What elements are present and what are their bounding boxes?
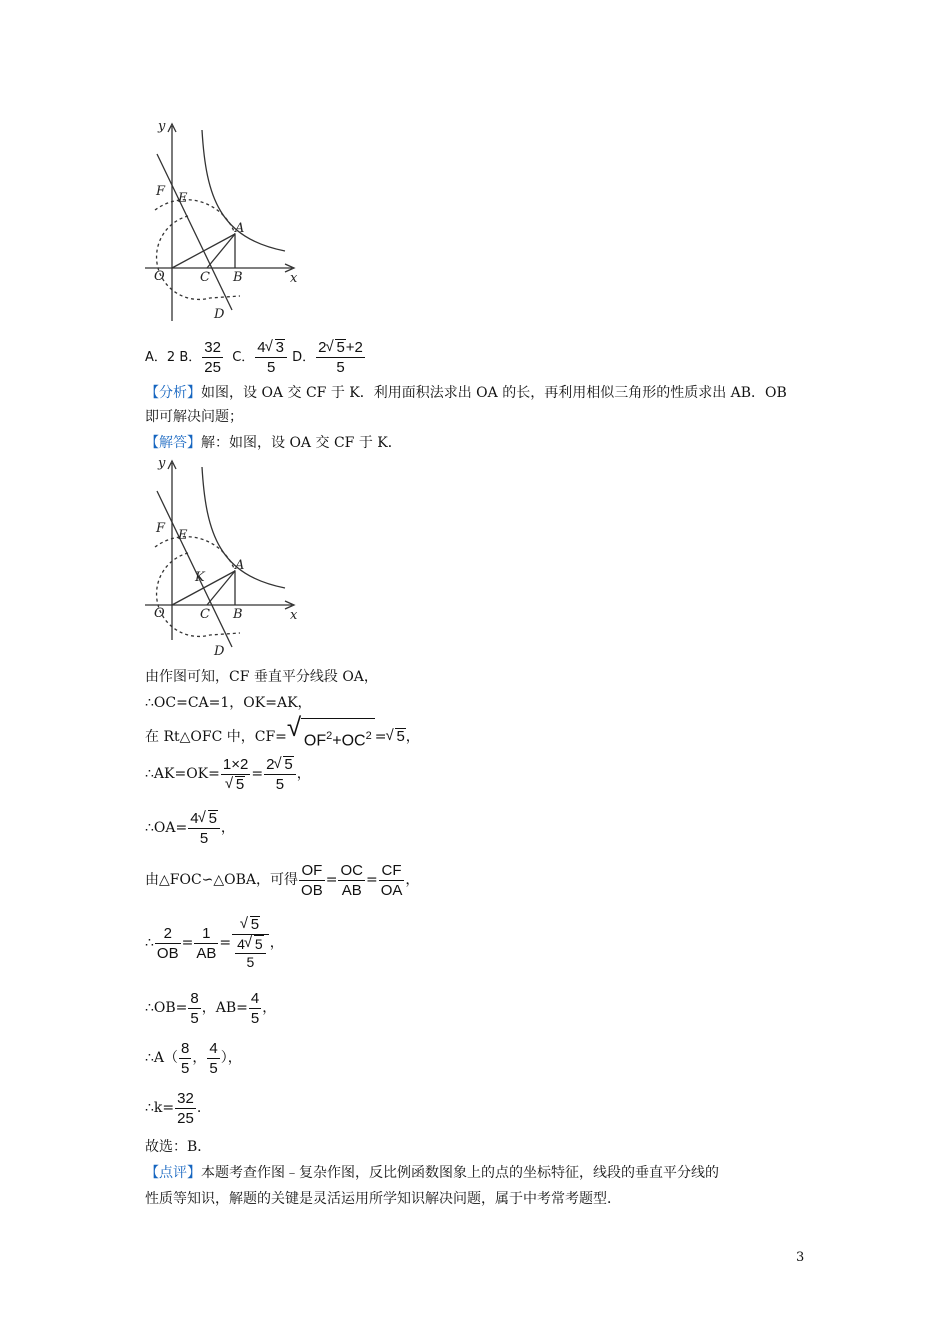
label-f: F [156, 521, 166, 536]
analysis-text-2: 即可解决问题； [145, 409, 243, 425]
option-d-tail: +2 [345, 339, 363, 356]
l3-plus-oc: +OC [332, 732, 366, 750]
label-e: E [178, 528, 188, 543]
solution-line-3 [145, 718, 420, 756]
graph-figure-1 [140, 118, 305, 328]
l10-fraction [175, 1089, 196, 1128]
l6-d2: AB [341, 881, 362, 899]
analysis-tag: 【分析】 [145, 385, 201, 401]
l10-prefix: ∴k= [145, 1100, 175, 1116]
answer-options [145, 338, 366, 377]
l7-fraction-3 [232, 915, 269, 971]
l6-d1: OB [301, 881, 323, 899]
l7-tail: ， [269, 935, 284, 951]
comment-line-2 [145, 1188, 621, 1210]
label-k: K [195, 570, 205, 585]
solution-intro [145, 432, 402, 454]
solution-line-7 [145, 908, 284, 978]
line-fd [157, 154, 232, 310]
segment-ca [207, 571, 235, 605]
option-d-denominator: 5 [336, 359, 345, 376]
l10-d: 25 [177, 1109, 194, 1127]
l7-prefix: ∴ [145, 935, 154, 951]
label-d: D [214, 644, 225, 659]
solution-line-10 [145, 1086, 201, 1130]
l8-n2: 4 [250, 989, 260, 1007]
l9-prefix: ∴A（ [145, 1050, 179, 1066]
l7-n2: 1 [194, 924, 218, 944]
label-y: y [158, 456, 166, 471]
comment-text-2: 性质等知识，解题的关键是灵活运用所学知识解决问题，属于中考常考题型． [145, 1191, 621, 1207]
l3-result: 5 [396, 728, 405, 746]
l8-n1: 8 [190, 989, 199, 1007]
l8-mid: ，AB= [201, 1000, 248, 1016]
l9-fraction-1 [179, 1039, 191, 1078]
label-o: O [154, 606, 165, 621]
l9-fraction-2 [207, 1039, 219, 1078]
l4-numerator-1: 1×2 [222, 755, 249, 773]
option-d-coef: 2 [318, 339, 327, 356]
l6-eq2: = [365, 872, 378, 888]
solution-line-6 [145, 858, 419, 902]
label-b: B [233, 270, 243, 285]
label-x: x [290, 271, 298, 286]
line-fd [157, 491, 232, 647]
sqrt-five [386, 722, 405, 752]
dashed-arc-2 [157, 216, 240, 299]
l7-n3-radicand: 5 [250, 916, 260, 933]
l6-fraction-2 [338, 861, 365, 900]
option-c-prefix: C． [232, 350, 255, 365]
option-c-radicand: 3 [275, 339, 284, 356]
analysis-text-1: 如图，设 OA 交 CF 于 K．利用面积法求出 OA 的长，再利用相似三角形的性质求出 AB．OB [201, 385, 787, 401]
l7-eq1: = [181, 935, 194, 951]
solution-line-5 [145, 806, 235, 850]
label-o: O [154, 269, 165, 284]
option-b-denominator: 25 [204, 359, 221, 376]
page-number: 3 [796, 1250, 805, 1265]
l6-n2: OC [340, 861, 363, 879]
solution-line-2 [145, 692, 312, 714]
label-c: C [200, 270, 210, 285]
l8-prefix: ∴OB= [145, 1000, 188, 1016]
comment-text-1: 本题考查作图﹣复杂作图，反比例函数图象上的点的坐标特征，线段的垂直平分线的 [201, 1165, 719, 1181]
l3-exp-1: 2 [326, 730, 333, 742]
l7-d3-radicand: 5 [254, 936, 263, 952]
l5-denominator: 5 [199, 829, 209, 847]
l7-n1: 2 [155, 924, 181, 944]
label-d: D [214, 307, 225, 322]
l5-coef: 4 [190, 809, 199, 827]
label-c: C [200, 607, 210, 622]
option-b-numerator: 32 [204, 339, 221, 356]
solution-line-9 [145, 1036, 242, 1080]
l6-prefix: 由△FOC∽△OBA，可得 [145, 872, 299, 888]
l3-tail: ， [405, 729, 420, 746]
option-d-prefix: D． [292, 350, 316, 365]
l8-fraction-1 [188, 989, 200, 1028]
l4-fraction-2 [264, 755, 296, 794]
sqrt-expression [287, 718, 375, 756]
l9-d1: 5 [181, 1059, 190, 1077]
l5-fraction [188, 809, 220, 848]
l6-n3: CF [379, 861, 405, 881]
option-a: A．2 [145, 350, 176, 365]
option-d-radicand: 5 [336, 339, 345, 356]
l4-equals: = [251, 766, 264, 782]
l7-d2: AB [196, 944, 217, 962]
label-f: F [156, 184, 166, 199]
l8-tail: ， [262, 1000, 277, 1016]
l7-fraction-2 [194, 924, 218, 963]
l4-denominator-1: 5 [235, 775, 245, 793]
l7-nested-fraction [235, 935, 266, 971]
l6-fraction-1 [299, 861, 325, 900]
l4-denominator-2: 5 [275, 775, 285, 793]
solution-answer [145, 1136, 211, 1158]
l9-n2: 4 [209, 1039, 218, 1057]
l8-d1: 5 [190, 1009, 199, 1027]
l3-exp-2: 2 [365, 730, 372, 742]
solution-text-1: 由作图可知，CF 垂直平分线段 OA， [145, 669, 378, 685]
option-c-denominator: 5 [266, 359, 276, 376]
l9-n1: 8 [181, 1039, 190, 1057]
l10-n: 32 [177, 1089, 194, 1107]
l6-tail: ， [405, 872, 420, 888]
l5-radicand: 5 [208, 809, 217, 827]
l4-tail: ， [296, 766, 311, 782]
l8-d2: 5 [250, 1009, 260, 1027]
l9-d2: 5 [209, 1059, 218, 1077]
l7-eq2: = [219, 935, 232, 951]
l4-coef: 2 [266, 755, 275, 773]
l8-fraction-2 [249, 989, 261, 1028]
analysis-line-2 [145, 406, 243, 428]
l5-tail: ， [220, 820, 235, 836]
graph-figure-2 [140, 455, 305, 665]
answer-text: 故选：B． [145, 1139, 212, 1155]
segment-ca [207, 234, 235, 268]
solution-text-2: ∴OC=CA=1，OK=AK， [145, 695, 312, 711]
l6-n1: OF [299, 861, 325, 881]
comment-tag: 【点评】 [145, 1165, 201, 1181]
l5-prefix: ∴OA= [145, 820, 188, 836]
option-b-prefix: B． [179, 350, 202, 365]
solution-line-1 [145, 666, 378, 688]
l3-equals: = [374, 729, 387, 746]
option-c-fraction [255, 338, 287, 377]
dashed-arc-2 [157, 553, 240, 636]
l3-of: OF [303, 732, 327, 750]
label-e: E [178, 191, 188, 206]
label-a: A [235, 558, 245, 573]
l6-fraction-3 [379, 861, 405, 900]
label-b: B [233, 607, 243, 622]
l4-prefix: ∴AK=OK= [145, 766, 220, 782]
l6-eq1: = [325, 872, 338, 888]
l9-mid: ， [192, 1050, 207, 1066]
solution-tag: 【解答】 [145, 435, 201, 451]
l6-d3: OA [380, 881, 403, 899]
solution-l3-prefix: 在 Rt△OFC 中，CF= [145, 729, 287, 746]
option-b-fraction [202, 338, 223, 377]
label-y: y [158, 119, 166, 134]
l7-d3-den: 5 [246, 954, 255, 970]
comment-line-1 [145, 1162, 719, 1184]
label-x: x [290, 608, 298, 623]
option-c-coef: 4 [257, 339, 266, 356]
l7-d1: OB [156, 944, 179, 962]
l4-fraction-1 [221, 755, 250, 794]
l7-fraction-1 [155, 924, 181, 963]
analysis-line-1 [145, 382, 787, 404]
solution-intro-text: 解：如图，设 OA 交 CF 于 K． [201, 435, 402, 451]
l10-tail: . [196, 1100, 202, 1116]
solution-line-8 [145, 986, 276, 1030]
l7-d3-coef: 4 [237, 936, 245, 952]
option-d-fraction [316, 338, 365, 377]
l9-tail: ）， [220, 1050, 242, 1066]
solution-line-4 [145, 752, 311, 796]
label-a: A [235, 221, 245, 236]
l4-radicand: 5 [284, 755, 293, 773]
segment-oa [172, 234, 235, 268]
